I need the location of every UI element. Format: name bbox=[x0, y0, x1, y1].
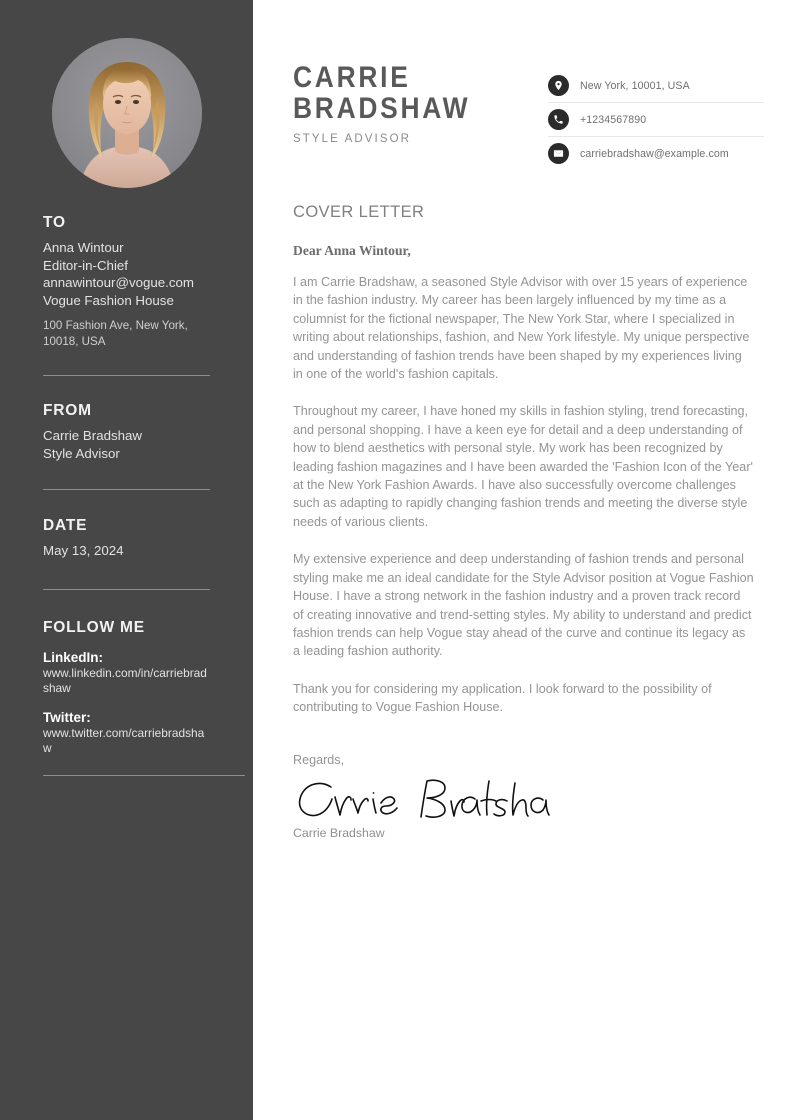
envelope-icon bbox=[548, 143, 569, 164]
cover-letter-title: COVER LETTER bbox=[293, 203, 425, 221]
to-email: annawintour@vogue.com bbox=[43, 275, 194, 290]
from-name: Carrie Bradshaw bbox=[43, 428, 143, 443]
contact-row-phone bbox=[548, 102, 764, 136]
letter-body bbox=[253, 170, 794, 840]
twitter-url[interactable]: www.twitter.com/carriebradshaw bbox=[43, 725, 205, 755]
name-block bbox=[293, 62, 548, 145]
to-address-line-1: 100 Fashion Ave, New York, bbox=[43, 319, 188, 332]
paragraph-4: Thank you for considering my application. I look forward to the possibility of contributing to Vogue Fashion House. bbox=[293, 681, 712, 715]
date-section bbox=[0, 517, 253, 560]
linkedin-url[interactable]: www.linkedin.com/in/carriebradshaw bbox=[43, 665, 207, 695]
closing-text: Regards, bbox=[293, 752, 345, 767]
divider-from-date bbox=[43, 489, 210, 490]
contact-phone-text: +1234567890 bbox=[580, 113, 647, 126]
divider-follow-bottom bbox=[43, 775, 245, 776]
letter-main bbox=[253, 0, 794, 1120]
paragraph-2: Throughout my career, I have honed my skills in fashion styling, trend forecasting, and personal shopping. I have a keen eye for detail and a deep understanding of how to blend aesthetics with personal style. My work has been recognized by leading fashion magazines and I have been awarded the 'Fashion Icon of the Year' at the New York Fashion Awards. I have also successfully overcome challenges such as adapting to rapidly changing fashion trends and meeting the diverse style needs of various clients. bbox=[293, 404, 753, 529]
contact-row-location bbox=[548, 69, 764, 102]
salutation: Dear Anna Wintour, bbox=[293, 243, 411, 258]
phone-icon bbox=[548, 109, 569, 130]
to-address-line-2: 10018, USA bbox=[43, 334, 106, 348]
paragraph-3: My extensive experience and deep understanding of fashion trends and personal styling make me an ideal candidate for the Style Advisor position at Vogue Fashion House. I have a strong network in the fashion industry and a proven track record of creating innovative and trend-setting styles. My ability to understand and predict fashion trends can help Vogue stay ahead of the curve and continue its legacy as a leading fashion authority. bbox=[293, 552, 754, 659]
location-pin-icon bbox=[548, 75, 569, 96]
contact-email-text: carriebradshaw@example.com bbox=[580, 147, 729, 160]
signed-name: Carrie Bradshaw bbox=[293, 825, 385, 840]
job-role: STYLE ADVISOR bbox=[293, 133, 412, 145]
follow-me-section bbox=[0, 619, 253, 757]
to-title: Editor-in-Chief bbox=[43, 257, 128, 273]
last-name: BRADSHAW bbox=[293, 92, 471, 125]
profile-photo bbox=[52, 38, 202, 188]
paragraph-1: I am Carrie Bradshaw, a seasoned Style Advisor with over 15 years of experience in the fashion industry. My career has been largely influenced by my time as a columnist for the fictional newspaper, The New York Star, where I specialized in writing about relationships, fashion, and New York lifestyle. My unique perspective and understanding of fashion trends have been shaped by my experiences living in one of the world's fashion capitals. bbox=[293, 275, 750, 382]
sidebar bbox=[0, 0, 253, 1120]
contact-block bbox=[548, 62, 764, 170]
from-title: Style Advisor bbox=[43, 445, 120, 461]
to-section bbox=[0, 214, 253, 349]
date-value: May 13, 2024 bbox=[43, 543, 124, 558]
date-heading: DATE bbox=[43, 517, 88, 534]
divider-to-from bbox=[43, 375, 210, 376]
to-company: Vogue Fashion House bbox=[43, 292, 174, 308]
to-heading: TO bbox=[43, 214, 66, 231]
contact-row-email bbox=[548, 136, 764, 170]
divider-date-follow bbox=[43, 589, 210, 590]
letter-header bbox=[253, 0, 794, 170]
profile-photo-container bbox=[0, 0, 253, 188]
twitter-label: Twitter: bbox=[43, 709, 91, 725]
from-heading: FROM bbox=[43, 402, 92, 419]
to-address bbox=[43, 318, 210, 349]
linkedin-label: LinkedIn: bbox=[43, 649, 103, 665]
contact-location-text: New York, 10001, USA bbox=[580, 79, 690, 92]
from-section bbox=[0, 402, 253, 462]
first-name: CARRIE bbox=[293, 61, 411, 94]
to-name: Anna Wintour bbox=[43, 240, 124, 255]
signature-image bbox=[293, 773, 754, 825]
follow-me-heading: FOLLOW ME bbox=[43, 618, 145, 636]
